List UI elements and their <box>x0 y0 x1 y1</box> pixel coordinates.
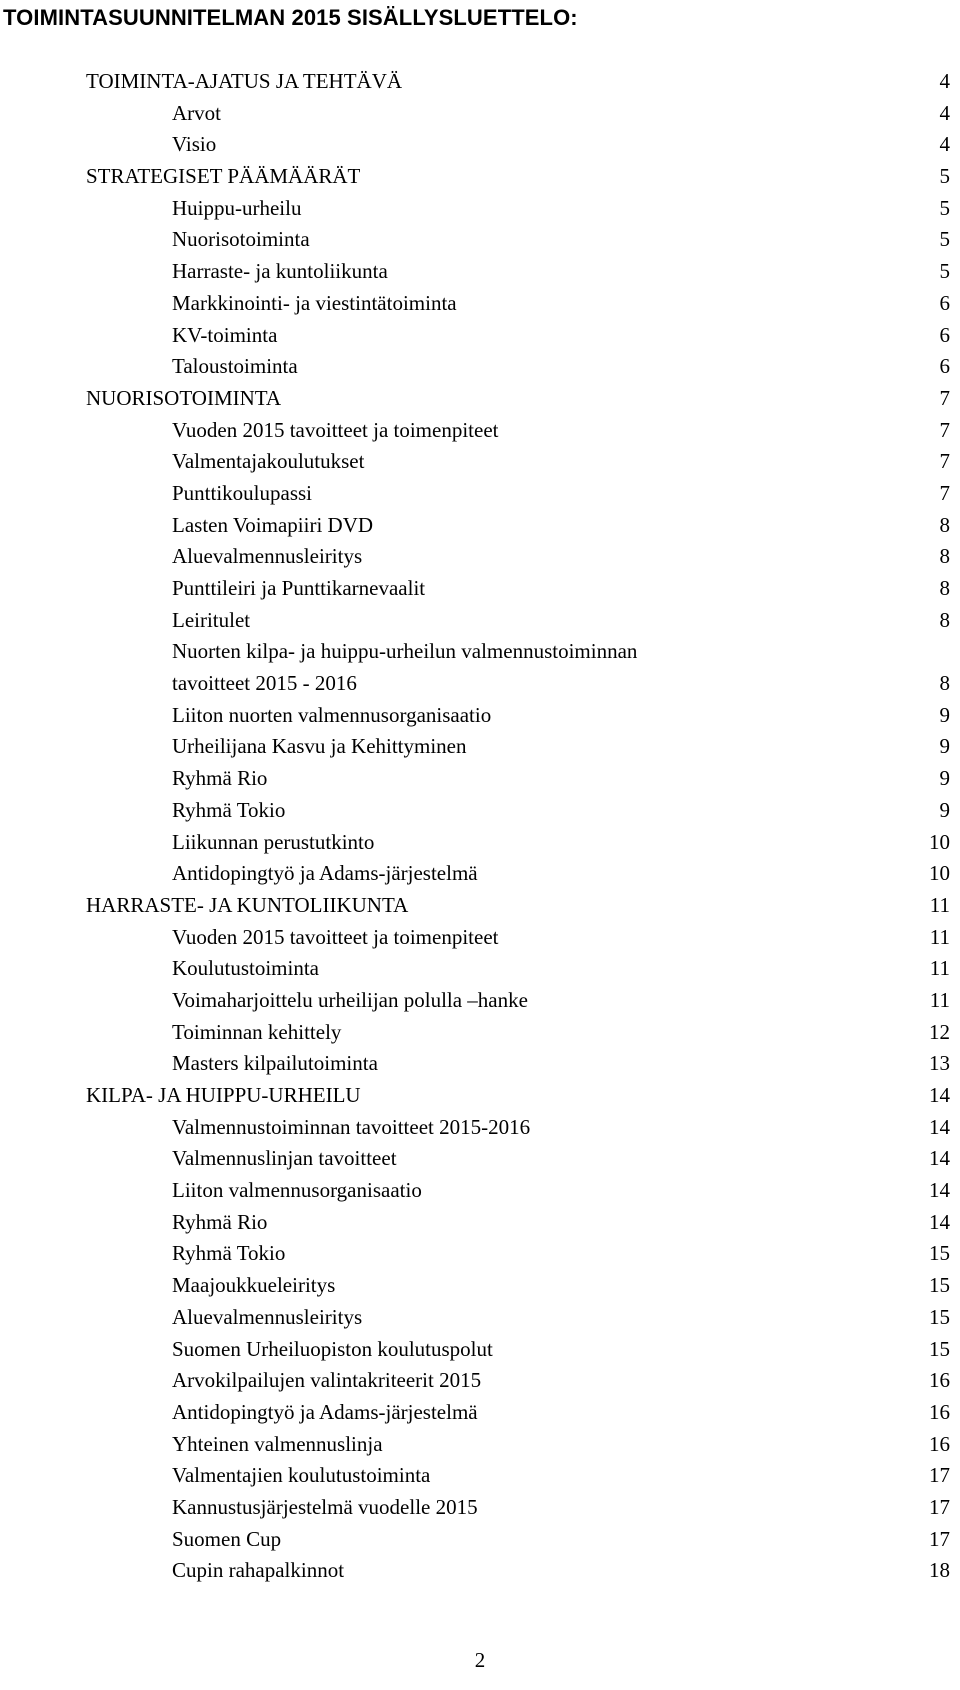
toc-entry-page-number: 6 <box>939 290 950 315</box>
toc-entry-page-number: 11 <box>929 892 950 917</box>
toc-subsection-entry[interactable] <box>0 1048 960 1080</box>
toc-entry-page-number: 10 <box>929 829 950 854</box>
toc-entry-page-number: 15 <box>929 1336 950 1361</box>
toc-subsection-entry[interactable] <box>0 1334 960 1366</box>
toc-entry-title: Harraste- ja kuntoliikunta <box>172 259 388 284</box>
toc-section-entry[interactable] <box>0 383 960 415</box>
toc-entry-title: Toiminnan kehittely <box>172 1019 342 1044</box>
toc-entry-page-number: 6 <box>939 322 950 347</box>
toc-entry-title: Antidopingtyö ja Adams-järjestelmä <box>172 861 478 886</box>
toc-entry-title: Urheilijana Kasvu ja Kehittyminen <box>172 734 467 759</box>
toc-entry-page-number: 16 <box>929 1368 950 1393</box>
toc-entry-title: KILPA- JA HUIPPU-URHEILU <box>86 1083 361 1107</box>
toc-subsection-entry[interactable] <box>0 1460 960 1492</box>
toc-entry-title: Arvot <box>172 100 221 125</box>
toc-subsection-entry[interactable] <box>0 478 960 510</box>
toc-entry-title: Nuorten kilpa- ja huippu-urheilun valmennustoiminnan <box>172 639 638 664</box>
toc-entry-page-number: 5 <box>939 195 950 220</box>
toc-subsection-entry[interactable] <box>0 985 960 1017</box>
toc-entry-page-number: 4 <box>939 132 950 157</box>
toc-entry-page-number: 7 <box>939 417 950 442</box>
toc-entry-page-number: 11 <box>929 956 950 981</box>
toc-entry-page-number: 10 <box>929 861 950 886</box>
toc-entry-title: Koulutustoiminta <box>172 956 319 981</box>
toc-subsection-entry[interactable] <box>0 1492 960 1524</box>
toc-entry-title: Cupin rahapalkinnot <box>172 1558 345 1583</box>
toc-entry-title: Masters kilpailutoiminta <box>172 1051 378 1076</box>
toc-entry-title: STRATEGISET PÄÄMÄÄRÄT <box>86 164 361 189</box>
toc-entry-title: Suomen Urheiluopiston koulutuspolut <box>172 1336 493 1361</box>
toc-subsection-entry[interactable] <box>0 193 960 225</box>
toc-subsection-entry[interactable] <box>0 795 960 827</box>
toc-subsection-entry[interactable] <box>0 1397 960 1429</box>
toc-subsection-entry[interactable] <box>0 98 960 130</box>
toc-entry-page-number: 15 <box>929 1273 950 1298</box>
toc-entry-page-number: 9 <box>939 766 950 791</box>
toc-section-entry[interactable] <box>0 1080 960 1112</box>
toc-entry-page-number: 8 <box>939 544 950 569</box>
toc-entry-page-number: 11 <box>929 987 950 1012</box>
toc-subsection-entry[interactable] <box>0 224 960 256</box>
toc-entry-title: Valmennuslinjan tavoitteet <box>172 1146 397 1171</box>
document-title: TOIMINTASUUNNITELMAN 2015 SISÄLLYSLUETTELO: <box>3 5 578 30</box>
toc-entry-title: Huippu-urheilu <box>172 195 302 220</box>
toc-subsection-entry[interactable] <box>0 922 960 954</box>
toc-subsection-entry[interactable] <box>0 827 960 859</box>
toc-entry-title: tavoitteet 2015 - 2016 <box>172 671 357 696</box>
toc-subsection-entry[interactable] <box>0 953 960 985</box>
toc-subsection-entry[interactable] <box>0 1207 960 1239</box>
toc-entry-title: Punttileiri ja Punttikarnevaalit <box>172 576 426 600</box>
toc-entry-title: Aluevalmennusleiritys <box>172 544 363 569</box>
toc-entry-title: Maajoukkueleiritys <box>172 1273 336 1298</box>
toc-section-entry[interactable] <box>0 66 960 98</box>
toc-subsection-entry[interactable] <box>0 510 960 542</box>
toc-entry-title: Kannustusjärjestelmä vuodelle 2015 <box>172 1494 478 1519</box>
toc-entry-page-number: 17 <box>929 1463 950 1488</box>
toc-entry-title: Suomen Cup <box>172 1526 282 1551</box>
toc-entry-title: Ryhmä Tokio <box>172 797 286 822</box>
toc-entry-title: Liikunnan perustutkinto <box>172 829 375 854</box>
toc-entry-page-number: 7 <box>939 385 950 410</box>
toc-entry-page-number: 8 <box>939 576 950 600</box>
toc-subsection-entry[interactable] <box>0 351 960 383</box>
toc-subsection-entry[interactable] <box>0 605 960 637</box>
toc-subsection-entry[interactable] <box>0 1270 960 1302</box>
toc-entry-title: Voimaharjoittelu urheilijan polulla –hanke <box>172 987 528 1012</box>
toc-entry-page-number: 4 <box>939 100 950 125</box>
toc-subsection-entry[interactable] <box>0 1112 960 1144</box>
toc-entry-title: Antidopingtyö ja Adams-järjestelmä <box>172 1399 478 1424</box>
toc-entry-title: Arvokilpailujen valintakriteerit 2015 <box>172 1368 482 1393</box>
toc-subsection-entry[interactable] <box>0 858 960 890</box>
toc-entry-title: NUORISOTOIMINTA <box>86 385 282 410</box>
toc-entry-title: Punttikoulupassi <box>172 480 313 505</box>
toc-entry-title: Ryhmä Rio <box>172 766 268 791</box>
toc-section-entry[interactable] <box>0 161 960 193</box>
toc-subsection-entry[interactable] <box>0 1555 960 1587</box>
toc-entry-page-number: 5 <box>939 164 950 189</box>
toc-entry-page-number: 14 <box>929 1146 950 1171</box>
toc-entry-page-number: 9 <box>939 702 950 727</box>
toc-entry-title: Vuoden 2015 tavoitteet ja toimenpiteet <box>172 924 499 949</box>
table-of-contents <box>0 66 960 1587</box>
toc-subsection-entry[interactable] <box>0 1175 960 1207</box>
toc-subsection-entry[interactable] <box>0 1017 960 1049</box>
toc-entry-page-number: 8 <box>939 512 950 537</box>
toc-entry-title: TOIMINTA-AJATUS JA TEHTÄVÄ <box>86 69 403 93</box>
toc-entry-title: Ryhmä Tokio <box>172 1241 286 1266</box>
toc-entry-title: KV-toiminta <box>172 322 278 347</box>
toc-entry-page-number: 5 <box>939 227 950 252</box>
page-number: 2 <box>474 1648 486 1672</box>
toc-entry-page-number: 9 <box>939 734 950 759</box>
toc-subsection-entry[interactable] <box>0 1302 960 1334</box>
toc-entry-page-number: 14 <box>929 1083 950 1107</box>
toc-entry-title: Valmentajakoulutukset <box>172 449 365 474</box>
toc-entry-page-number: 9 <box>939 797 950 822</box>
toc-section-entry[interactable] <box>0 890 960 922</box>
toc-entry-page-number: 16 <box>929 1431 950 1456</box>
toc-subsection-entry[interactable] <box>0 446 960 478</box>
toc-entry-title: Taloustoiminta <box>172 354 298 379</box>
toc-entry-page-number: 7 <box>939 449 950 474</box>
toc-subsection-entry[interactable] <box>0 636 960 668</box>
toc-entry-title: Valmennustoiminnan tavoitteet 2015-2016 <box>172 1114 531 1139</box>
toc-subsection-entry[interactable] <box>0 1524 960 1556</box>
toc-subsection-entry[interactable] <box>0 541 960 573</box>
toc-entry-page-number: 5 <box>939 259 950 284</box>
toc-entry-title: Aluevalmennusleiritys <box>172 1304 363 1329</box>
toc-entry-page-number: 13 <box>929 1051 950 1076</box>
toc-entry-title: Valmentajien koulutustoiminta <box>172 1463 431 1488</box>
toc-subsection-entry[interactable] <box>0 256 960 288</box>
toc-entry-page-number: 12 <box>929 1019 950 1044</box>
toc-entry-page-number: 4 <box>939 69 950 93</box>
toc-entry-page-number: 8 <box>939 607 950 632</box>
toc-subsection-entry[interactable] <box>0 573 960 605</box>
toc-entry-title: Liiton nuorten valmennusorganisaatio <box>172 702 492 727</box>
toc-entry-title: Lasten Voimapiiri DVD <box>172 512 374 537</box>
toc-entry-title: Markkinointi- ja viestintätoiminta <box>172 290 457 315</box>
toc-subsection-entry[interactable] <box>0 700 960 732</box>
toc-entry-page-number: 14 <box>929 1209 950 1234</box>
toc-subsection-entry[interactable] <box>0 1365 960 1397</box>
toc-subsection-entry[interactable] <box>0 415 960 447</box>
toc-entry-page-number: 6 <box>939 354 950 379</box>
toc-subsection-entry[interactable] <box>0 1238 960 1270</box>
toc-entry-title: Ryhmä Rio <box>172 1209 268 1234</box>
toc-entry-title: Nuorisotoiminta <box>172 227 310 252</box>
toc-subsection-entry[interactable] <box>0 1429 960 1461</box>
toc-entry-page-number: 17 <box>929 1526 950 1551</box>
toc-entry-page-number: 8 <box>939 671 950 696</box>
toc-entry-page-number: 15 <box>929 1304 950 1329</box>
toc-entry-page-number: 18 <box>929 1558 950 1583</box>
toc-subsection-entry[interactable] <box>0 668 960 700</box>
toc-subsection-entry[interactable] <box>0 129 960 161</box>
toc-subsection-entry[interactable] <box>0 731 960 763</box>
toc-entry-page-number: 14 <box>929 1178 950 1203</box>
toc-entry-page-number: 11 <box>929 924 950 949</box>
toc-entry-page-number: 14 <box>929 1114 950 1139</box>
toc-entry-page-number: 7 <box>939 480 950 505</box>
toc-entry-title: HARRASTE- JA KUNTOLIIKUNTA <box>86 892 409 917</box>
toc-entry-title: Visio <box>172 132 217 157</box>
toc-entry-title: Vuoden 2015 tavoitteet ja toimenpiteet <box>172 417 499 442</box>
toc-entry-title: Leiritulet <box>172 607 251 632</box>
toc-subsection-entry[interactable] <box>0 288 960 320</box>
toc-subsection-entry[interactable] <box>0 1143 960 1175</box>
toc-subsection-entry[interactable] <box>0 320 960 352</box>
toc-entry-page-number: 15 <box>929 1241 950 1266</box>
toc-entry-page-number: 16 <box>929 1399 950 1424</box>
toc-entry-title: Yhteinen valmennuslinja <box>172 1431 383 1456</box>
toc-subsection-entry[interactable] <box>0 763 960 795</box>
toc-entry-title: Liiton valmennusorganisaatio <box>172 1178 422 1203</box>
toc-entry-page-number: 17 <box>929 1494 950 1519</box>
